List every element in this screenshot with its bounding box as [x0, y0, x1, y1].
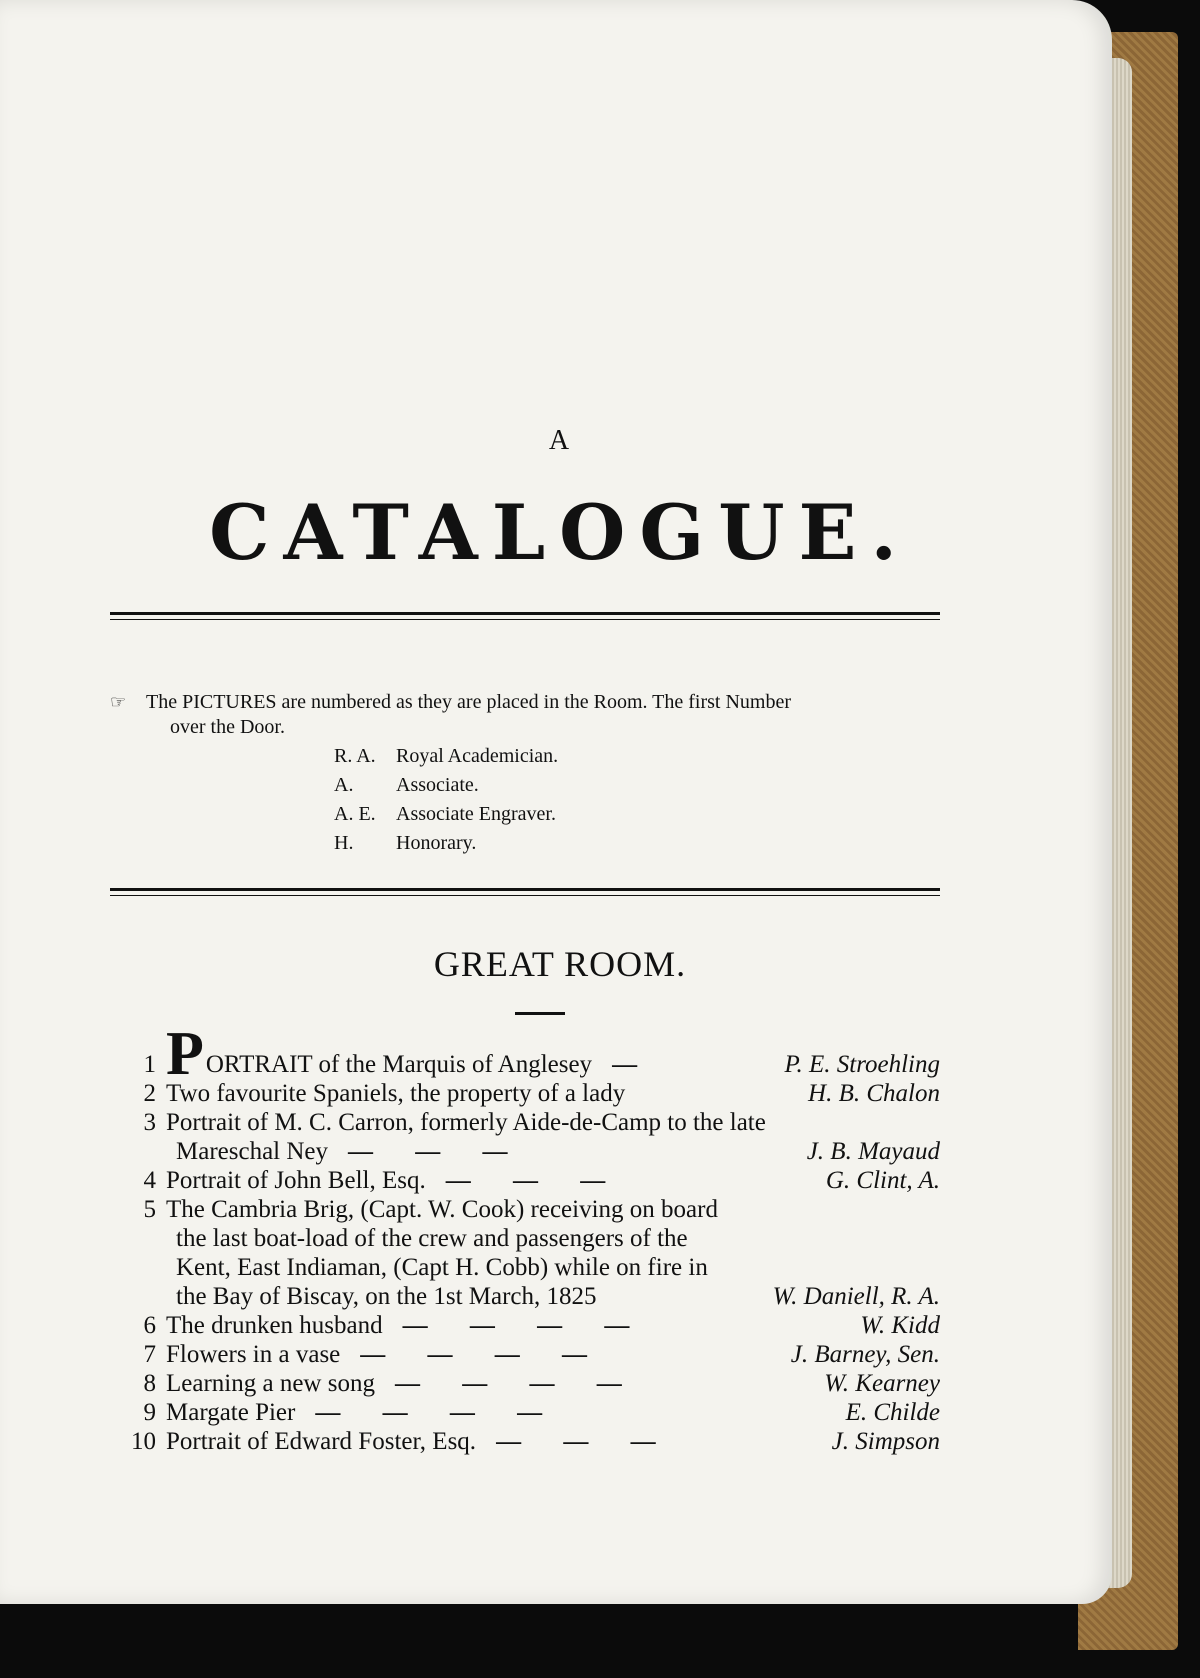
catalogue-entry: 2 Two favourite Spaniels, the property of a lady H. B. Chalon	[143, 1080, 940, 1107]
abbreviation-row: A. Associate.	[334, 774, 479, 796]
catalogue-entry: 5 The Cambria Brig, (Capt. W. Cook) receiving on board	[143, 1196, 718, 1223]
notice-line-2: over the Door.	[170, 716, 285, 738]
catalogue-entry: 1 PORTRAIT of the Marquis of Anglesey — P. E. Stroehling	[143, 1020, 940, 1088]
pointing-hand-icon: ☞	[110, 692, 127, 712]
catalogue-entry-continued: the Bay of Biscay, on the 1st March, 1825 W. Daniell, R. A.	[176, 1283, 940, 1310]
artist-name: E. Childe	[845, 1399, 940, 1426]
artist-name: G. Clint, A.	[825, 1167, 940, 1194]
artist-name: P. E. Stroehling	[784, 1051, 940, 1078]
artist-name: J. Barney, Sen.	[790, 1341, 940, 1368]
catalogue-entry-continued: Kent, East Indiaman, (Capt H. Cobb) while on fire in	[176, 1254, 708, 1281]
catalogue-entry: 9 Margate Pier — — — — E. Childe	[143, 1399, 940, 1426]
catalogue-entry: 4 Portrait of John Bell, Esq. — — — G. Clint, A.	[143, 1167, 940, 1194]
abbreviation-row: A. E. Associate Engraver.	[334, 803, 556, 825]
catalogue-entry: 7 Flowers in a vase — — — — J. Barney, Sen.	[143, 1341, 940, 1368]
abbreviation-list	[334, 742, 558, 858]
artist-name: W. Daniell, R. A.	[772, 1283, 940, 1310]
catalogue-entry-continued: the last boat-load of the crew and passengers of the	[176, 1225, 688, 1252]
artist-name: W. Kearney	[824, 1370, 940, 1397]
drop-cap: P	[166, 1020, 204, 1088]
catalogue-entry-continued: Mareschal Ney — — — J. B. Mayaud	[176, 1138, 940, 1165]
page-title: CATALOGUE.	[209, 488, 911, 577]
notice-line-1: The PICTURES are numbered as they are placed in the Room. The first Number	[146, 691, 792, 713]
artist-name: J. Simpson	[831, 1428, 940, 1455]
catalogue-entry: 6 The drunken husband — — — — W. Kidd	[143, 1312, 940, 1339]
catalogue-list	[110, 1020, 940, 1456]
abbreviation-row: R. A. Royal Academician.	[334, 745, 559, 767]
catalogue-entry: 3 Portrait of M. C. Carron, formerly Aide-de-Camp to the late	[143, 1109, 766, 1136]
artist-name: W. Kidd	[860, 1312, 940, 1339]
catalogue-entry: 10 Portrait of Edward Foster, Esq. — — — J. Simpson	[131, 1428, 940, 1455]
double-rule-top	[110, 612, 940, 620]
artist-name: H. B. Chalon	[808, 1080, 940, 1107]
double-rule-bottom	[110, 888, 940, 896]
notice-paragraph	[110, 690, 950, 740]
abbreviation-row: H. Honorary.	[334, 832, 477, 854]
section-heading: GREAT ROOM.	[433, 944, 687, 984]
catalogue-entry: 8 Learning a new song — — — — W. Kearney	[143, 1370, 940, 1397]
artist-name: J. B. Mayaud	[806, 1138, 940, 1165]
title-article: A	[548, 425, 572, 456]
short-rule	[515, 1012, 565, 1015]
